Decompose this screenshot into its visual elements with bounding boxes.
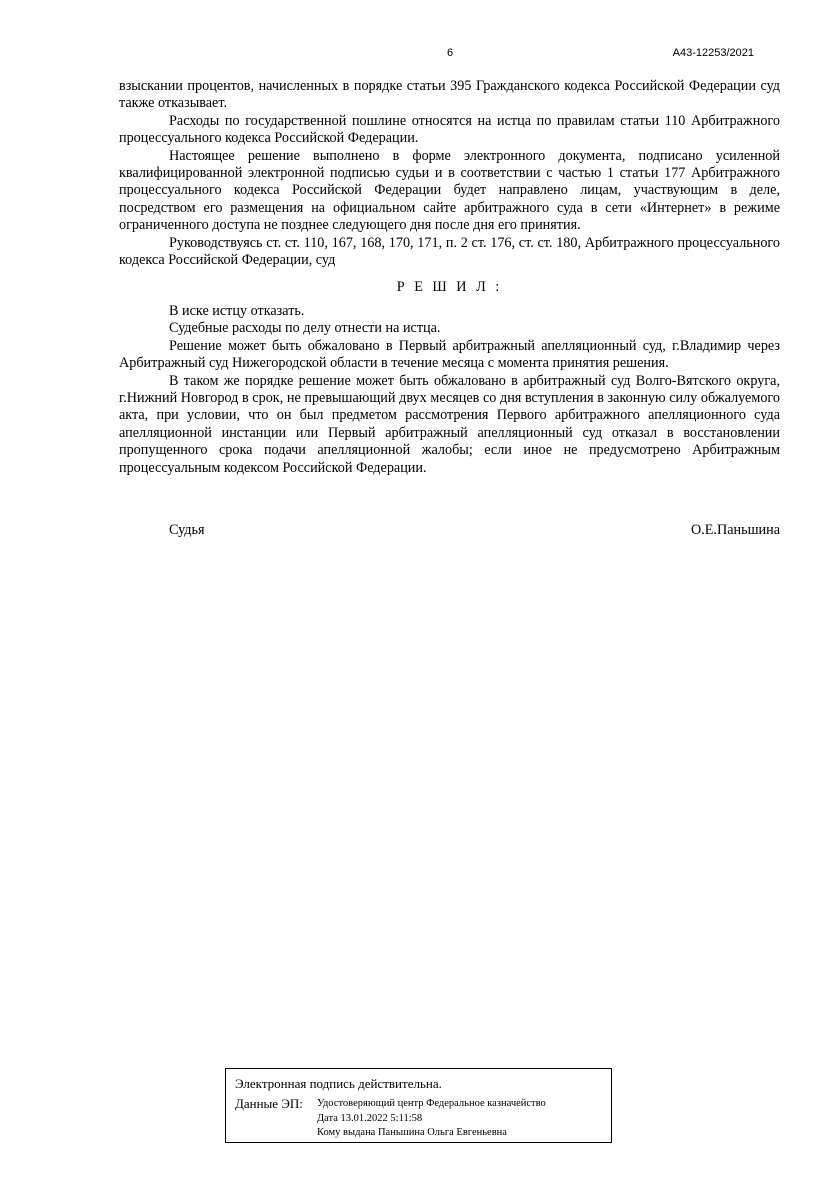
electronic-signature-stamp [225,1068,612,1143]
decision-item-appeal: Решение может быть обжаловано в Первый арбитражный апелляционный суд, г.Владимир через Арбитражный суд Нижегородской области в течение месяца с момента принятия решения. [119,337,780,372]
signature-details [317,1097,546,1141]
document-body [119,78,780,477]
paragraph-interest: взыскании процентов, начисленных в порядке статьи 395 Гражданского кодекса Российской Федерации суд также отказывает. [119,78,780,112]
signature-issued-to: Кому выдана Паньшина Ольга Евгеньевна [317,1127,507,1138]
decision-item-costs: Судебные расходы по делу отнести на истца. [169,320,441,337]
signature-issuer: Удостоверяющий центр Федеральное казначейство [317,1098,546,1109]
case-number: А43-12253/2021 [672,47,754,59]
decision-item-dismiss: В иске истцу отказать. [169,302,305,319]
judge-label: Судья [169,522,205,538]
paragraph-court-fees: Расходы по государственной пошлине относятся на истца по правилам статьи 110 Арбитражного процессуального кодекса Российской Федерации. [119,112,780,147]
signature-data-label: Данные ЭП: [235,1096,303,1111]
signature-valid-text: Электронная подпись действительна. [235,1076,442,1091]
decision-item-cassation: В таком же порядке решение может быть обжаловано в арбитражный суд Волго-Вятского округа, г.Нижний Новгород в срок, не превышающий двух месяцев со дня вступления в законную силу обжалуемого акта, при условии, что он был предметом рассмотрения Первого арбитражного апелляционного суда апелляционной инстанции или Первый арбитражный апелляционный суд отказал в восстановлении пропущенного срока подачи апелляционной жалобы; если иное не предусмотрено Арбитражным процессуальным кодексом Российской Федерации. [119,372,780,476]
signature-date: Дата 13.01.2022 5:11:58 [317,1112,423,1124]
page-number: 6 [446,47,454,59]
judge-name: О.Е.Паньшина [690,522,780,538]
decision-heading: Р Е Ш И Л : [396,279,503,296]
paragraph-legal-basis: Руководствуясь ст. ст. 110, 167, 168, 170, 171, п. 2 ст. 176, ст. ст. 180, Арбитражного процессуального кодекса Российской Федерации, суд [119,234,780,269]
paragraph-electronic-document: Настоящее решение выполнено в форме электронного документа, подписано усиленной квалифицированной электронной подписью судьи и в соответствии с частью 1 статьи 177 Арбитражного процессуального кодекса Российской Федерации будет направлено лицам, участвующим в деле, посредством его размещения на официальном сайте арбитражного суда в сети «Интернет» в режиме ограниченного доступа не позднее следующего дня после дня его принятия. [119,147,780,234]
